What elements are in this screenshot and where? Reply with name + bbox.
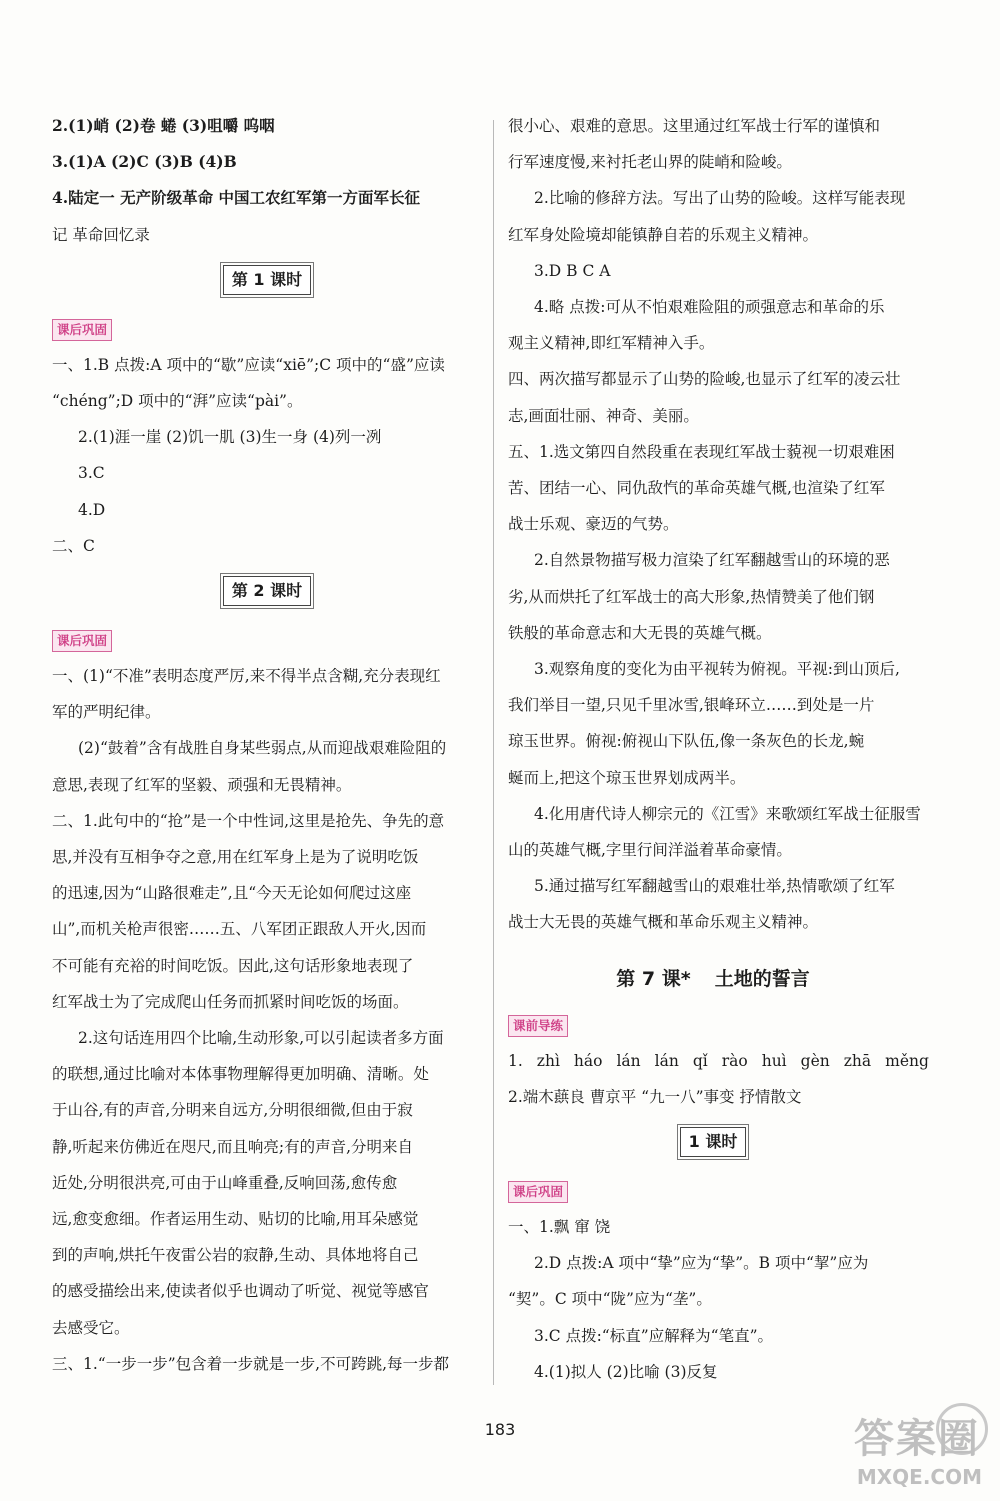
answer-line: 劣,从而烘托了红军战士的高大形象,热情赞美了他们钢 (508, 587, 875, 606)
pinyin: lán (654, 1051, 679, 1070)
answer-line: 二、1.此句中的“抢”是一个中性词,这里是抢先、争先的意 (52, 811, 445, 830)
section-tag: 课后巩固 (52, 630, 112, 652)
column-divider (493, 120, 494, 1385)
answer-line: 近处,分明很洪亮,可由于山峰重叠,反响回荡,愈传愈 (52, 1173, 398, 1192)
answer-line: 3.D B C A (534, 261, 611, 280)
answer-line: 红军身处险境却能镇静自若的乐观主义精神。 (508, 225, 819, 244)
answer-line: 3.观察角度的变化为由平视转为俯视。平视:到山顶后, (534, 660, 900, 679)
answer-line: 到的声响,烘托午夜雷公岩的寂静,生动、具体地将自己 (52, 1246, 419, 1265)
answer-line: 2.(1)峭 (2)卷 蜷 (3)咀嚼 呜咽 (52, 116, 275, 135)
lesson-heading: 第 1 课时 (223, 265, 311, 295)
pinyin: zhì (536, 1051, 560, 1070)
answer-line: 2.D 点拨:A 项中“挚”应为“挚”。B 项中“挈”应为 (534, 1254, 869, 1273)
answer-line: 2.自然景物描写极力渲染了红军翻越雪山的环境的恶 (534, 551, 890, 570)
answer-line: 琼玉世界。俯视:俯视山下队伍,像一条灰色的长龙,蜿 (508, 732, 865, 751)
answer-line: 思,并没有互相争夺之意,用在红军身上是为了说明吃饭 (52, 848, 419, 867)
answer-line: 5.通过描写红军翻越雪山的艰难壮举,热情歌颂了红军 (534, 877, 895, 896)
answer-line: 去感受它。 (52, 1318, 130, 1337)
answer-line: 2.(1)涯一崖 (2)饥一肌 (3)生一身 (4)列一冽 (78, 428, 382, 447)
pinyin: lán (616, 1051, 641, 1070)
answer-line: 远,愈变愈细。作者运用生动、贴切的比喻,用耳朵感觉 (52, 1210, 419, 1229)
answer-line: 军的严明纪律。 (52, 703, 161, 722)
answer-line: 不可能有充裕的时间吃饭。因此,这句话形象地表现了 (52, 956, 414, 975)
left-column (52, 108, 482, 1382)
pinyin: měng (885, 1051, 929, 1070)
pinyin: gèn (800, 1051, 830, 1070)
pinyin: huì (761, 1051, 787, 1070)
answer-line: 3.(1)A (2)C (3)B (4)B (52, 152, 237, 172)
answer-line: 铁般的革命意志和大无畏的英雄气概。 (508, 623, 772, 642)
answer-line: 战士乐观、豪迈的气势。 (508, 515, 679, 534)
answer-line: 战士大无畏的英雄气概和革命乐观主义精神。 (508, 913, 819, 932)
answer-line: 行军速度慢,来衬托老山界的陡峭和险峻。 (508, 153, 792, 172)
right-column (508, 108, 929, 1390)
section-tag: 课前导练 (508, 1015, 568, 1037)
answer-line: 记 革命回忆录 (52, 225, 150, 244)
lesson-heading: 第 2 课时 (223, 576, 311, 606)
answer-line: 的迅速,因为“山路很难走”,且“今天无论如何爬过这座 (52, 884, 412, 903)
answer-line: 意思,表现了红军的坚毅、顽强和无畏精神。 (52, 775, 352, 794)
answer-line: 3.C 点拨:“标直”应解释为“笔直”。 (534, 1326, 773, 1345)
pinyin: zhā (843, 1051, 872, 1070)
answer-line: 四、两次描写都显示了山势的险峻,也显示了红军的凌云壮 (508, 370, 901, 389)
answer-line: 4.D (78, 500, 106, 519)
answer-line: 蜒而上,把这个琼玉世界划成两半。 (508, 768, 746, 787)
answer-line: 静,听起来仿佛近在咫尺,而且响亮;有的声音,分明来自 (52, 1137, 414, 1156)
answer-line: 2.这句话连用四个比喻,生动形象,可以引起读者多方面 (78, 1029, 444, 1048)
answer-line: 山的英雄气概,字里行间洋溢着革命豪情。 (508, 841, 792, 860)
answer-line: 一、1.飘 窜 饶 (508, 1218, 611, 1237)
page-number: 183 (484, 1420, 516, 1439)
lesson-number: 第 7 课* (616, 967, 691, 990)
pinyin: rào (721, 1051, 748, 1070)
answer-line: 2.比喻的修辞方法。写出了山势的险峻。这样写能表现 (534, 189, 906, 208)
pinyin-label: 1. (508, 1051, 523, 1070)
answer-line: 二、C (52, 536, 95, 555)
answer-line: 五、1.选文第四自然段重在表现红军战士藐视一切艰难困 (508, 442, 895, 461)
answer-line: 山”,而机关枪声很密……五、八军团正跟敌人开火,因而 (52, 920, 427, 939)
answer-line: 我们举目一望,只见千里冰雪,银峰环立……到处是一片 (508, 696, 875, 715)
lesson-title (508, 941, 918, 1005)
answer-line: 于山谷,有的声音,分明来自远方,分明很细微,但由于寂 (52, 1101, 413, 1120)
answer-line: 志,画面壮丽、神奇、美丽。 (508, 406, 699, 425)
answer-line: 红军战士为了完成爬山任务而抓紧时间吃饭的场面。 (52, 992, 409, 1011)
pinyin: qǐ (692, 1051, 708, 1070)
watermark-url: MXQE.COM (856, 1465, 982, 1489)
answer-line: 观主义精神,即红军精神入手。 (508, 334, 715, 353)
answer-line: 一、1.B 点拨:A 项中的“歇”应读“xiē”;C 项中的“盛”应读 (52, 355, 445, 374)
watermark (828, 1401, 988, 1493)
answer-line: 4.略 点拨:可从不怕艰难险阻的顽强意志和革命的乐 (534, 298, 885, 317)
pinyin-line (508, 1043, 929, 1079)
answer-line: 4.(1)拟人 (2)比喻 (3)反复 (534, 1362, 718, 1381)
watermark-text: 答案圈 (854, 1416, 980, 1462)
pinyin: háo (573, 1051, 603, 1070)
answer-line: 2.端木蕻良 曹京平 “九一八”事变 抒情散文 (508, 1087, 802, 1106)
answer-line: 一、(1)“不准”表明态度严厉,来不得半点含糊,充分表现红 (52, 667, 441, 686)
answer-line: 很小心、艰难的意思。这里通过红军战士行军的谨慎和 (508, 117, 881, 135)
answer-line: 苦、团结一心、同仇敌忾的革命英雄气概,也渲染了红军 (508, 479, 885, 498)
answer-line: (2)“鼓着”含有战胜自身某些弱点,从而迎战艰难险阻的 (78, 739, 447, 758)
answer-line: 4.化用唐代诗人柳宗元的《江雪》来歌颂红军战士征服雪 (534, 804, 921, 823)
answer-line: 3.C (78, 464, 105, 483)
answer-line: 4.陆定一 无产阶级革命 中国工农红军第一方面军长征 (52, 188, 420, 208)
lesson-heading: 1 课时 (680, 1127, 747, 1157)
answer-line: 的感受描绘出来,使读者似乎也调动了听觉、视觉等感官 (52, 1282, 429, 1301)
answer-line: 的联想,通过比喻对本体事物理解得更加明确、清晰。处 (52, 1065, 429, 1084)
answer-line: 三、1.“一步一步”包含着一步就是一步,不可跨跳,每一步都 (52, 1354, 449, 1373)
lesson-name: 土地的誓言 (714, 967, 810, 990)
section-tag: 课后巩固 (52, 319, 112, 341)
section-tag: 课后巩固 (508, 1181, 568, 1203)
answer-line: “chéng”;D 项中的“湃”应读“pài”。 (52, 392, 303, 411)
answer-line: “契”。C 项中“陇”应为“垄”。 (508, 1290, 712, 1309)
